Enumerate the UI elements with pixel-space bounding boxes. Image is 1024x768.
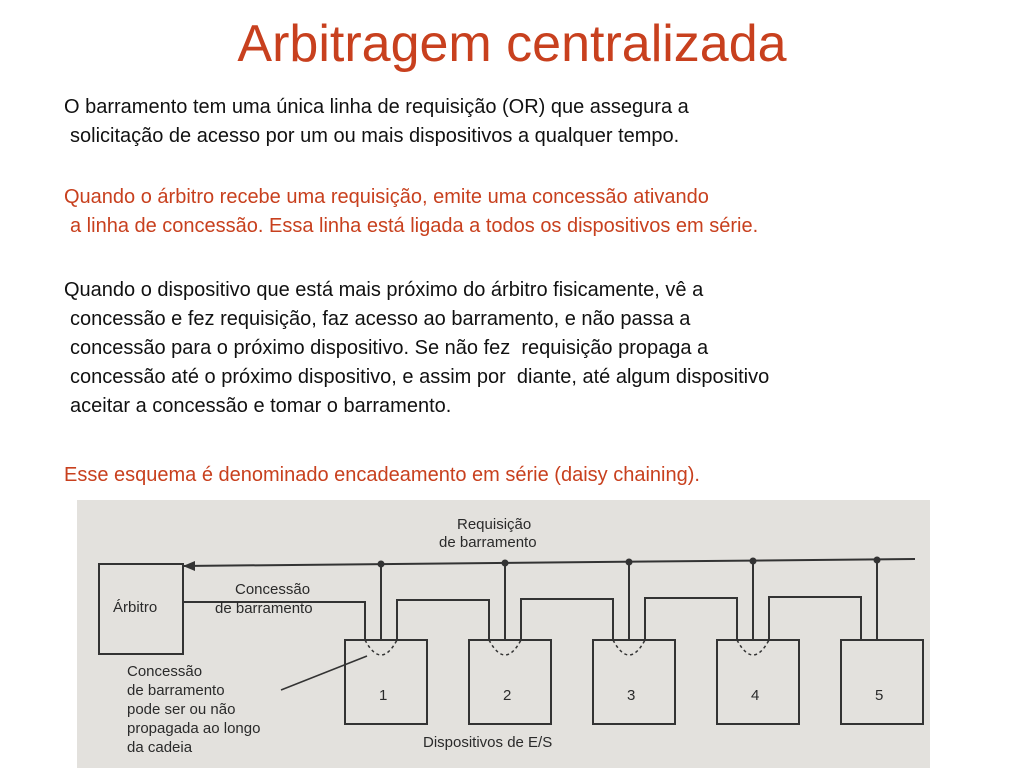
paragraph-line: Quando o árbitro recebe uma requisição, emite uma concessão ativando [64,186,709,208]
devices-caption: Dispositivos de E/S [423,734,553,751]
request-label-line: Requisição [457,516,532,533]
bus-request-line [183,559,915,566]
paragraph-line: concessão até o próximo dispositivo, e assim por diante, até algum dispositivo [70,366,770,388]
device-number: 5 [875,687,884,704]
device-number: 2 [503,687,512,704]
note-label-line: Concessão [127,663,203,680]
grant-label-line: de barramento [215,600,313,617]
paragraph-grant-line [64,183,1004,241]
paragraph-propagation [64,276,1004,421]
paragraph-line: solicitação de acesso por um ou mais dispositivos a qualquer tempo. [70,125,680,147]
grant-label-line: Concessão [235,581,311,598]
paragraph-line: aceitar a concessão e tomar o barramento. [70,395,452,417]
device-number: 4 [751,687,760,704]
arbiter-label: Árbitro [113,599,158,616]
paragraph-request-line [64,93,1004,151]
paragraph-line: Quando o dispositivo que está mais próximo do árbitro fisicamente, vê a [64,279,704,301]
request-label-line: de barramento [439,534,537,551]
slide-title: Arbitragem centralizada [237,15,787,73]
device-number: 3 [627,687,636,704]
paragraph-line: Esse esquema é denominado encadeamento em série (daisy chaining). [64,464,700,486]
daisy-chain-svg [77,500,930,768]
paragraph-line: a linha de concessão. Essa linha está ligada a todos os dispositivos em série. [70,215,759,237]
device-boxes [345,640,923,724]
paragraph-line: O barramento tem uma única linha de requisição (OR) que assegura a [64,96,689,118]
note-label-line: pode ser ou não [127,701,236,718]
daisy-chain-diagram [77,500,930,768]
grant-loops [365,640,769,655]
paragraph-line: concessão e fez requisição, faz acesso ao barramento, e não passa a [70,308,691,330]
note-pointer [281,656,367,690]
request-arrow-icon [183,561,195,571]
paragraph-daisy-chaining [64,461,1004,490]
note-label-line: de barramento [127,682,225,699]
device-number: 1 [379,687,388,704]
note-label-line: da cadeia [127,739,193,756]
note-label-line: propagada ao longo [127,720,261,737]
paragraph-line: concessão para o próximo dispositivo. Se não fez requisição propaga a [70,337,709,359]
